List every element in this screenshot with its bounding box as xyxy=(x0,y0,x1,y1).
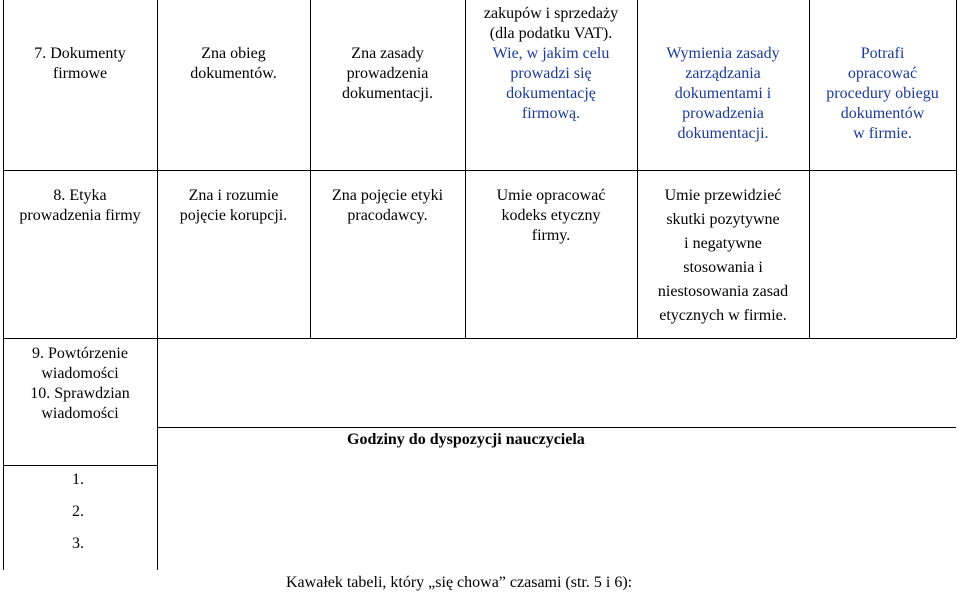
row-8-topic-line: prowadzenia firmy xyxy=(19,207,141,224)
row-8-knowledge xyxy=(157,186,310,226)
row-9-topic-line: wiadomości xyxy=(41,365,119,382)
row-8-principles xyxy=(310,186,465,226)
caption-border xyxy=(157,427,956,428)
row-7-lists-line: Wymienia zasady xyxy=(666,45,780,62)
row-8-principles-line: Zna pojęcie etyki xyxy=(331,187,444,204)
row-7-lists-line: dokumentacji. xyxy=(677,125,769,142)
row-7-explain-line: firmową. xyxy=(521,105,581,122)
list-item: 2. xyxy=(72,503,84,520)
numbered-list xyxy=(58,470,98,566)
row-7-explain-line: Wie, w jakim celu xyxy=(492,45,610,62)
row-7-explain-line: prowadzi się xyxy=(510,65,592,82)
row-7-procedures-line: w firmie. xyxy=(853,125,912,142)
row-7-principles-line: prowadzenia xyxy=(346,65,429,82)
row-9-topic-line: wiadomości xyxy=(41,405,119,422)
row-7-explain-line: zakupów i sprzedaży xyxy=(483,5,619,22)
row-7-lists-line: dokumentami i xyxy=(674,85,772,102)
row-8-lists-line: skutki pozytywne xyxy=(666,211,780,228)
footnote: Kawałek tabeli, który „się chowa” czasami (str. 5 i 6): xyxy=(286,574,633,591)
row-8-lists-line: stosowania i xyxy=(683,259,763,276)
row-8-bottom-border xyxy=(3,338,956,339)
row-8-knowledge-line: Zna i rozumie xyxy=(188,187,279,204)
row-8-knowledge-line: pojęcie korupcji. xyxy=(179,207,288,224)
row-8-lists-line: niestosowania zasad xyxy=(657,283,789,300)
row-8-principles-line: pracodawcy. xyxy=(347,207,428,224)
row-7-procedures-line: dokumentów xyxy=(840,105,925,122)
hours-caption: Godziny do dyspozycji nauczyciela xyxy=(347,431,585,448)
row-7-principles-line: dokumentacji. xyxy=(341,85,434,102)
row-8-explain xyxy=(465,186,637,246)
row-7-procedures-line: procedury obiegu xyxy=(826,85,939,102)
row-7-lists xyxy=(637,44,809,144)
row-8-lists-line: etycznych w firmie. xyxy=(659,307,787,324)
row-8-topic-line: 8. Etyka xyxy=(53,187,107,204)
col-border-1 xyxy=(157,0,158,570)
row-7-knowledge xyxy=(157,44,310,84)
row-8-lists xyxy=(637,184,809,328)
row-8-lists-line: Umie przewidzieć xyxy=(664,187,782,204)
col-border-left xyxy=(3,0,4,570)
row-8-explain-line: firmy. xyxy=(531,227,571,244)
row-7-knowledge-line: Zna obieg xyxy=(201,45,266,62)
row-7-topic xyxy=(3,44,157,84)
col-border-right xyxy=(956,0,957,338)
row-7-lists-line: zarządzania xyxy=(685,65,761,82)
row-8-explain-line: kodeks etyczny xyxy=(501,207,601,224)
row-7-topic-line: firmowe xyxy=(52,65,108,82)
row-7-explain-line: (dla podatku VAT). xyxy=(489,25,613,42)
row-7-procedures-line: Potrafi xyxy=(860,45,905,62)
row-7-lists-line: prowadzenia xyxy=(682,105,764,122)
row-8-explain-line: Umie opracować xyxy=(496,187,606,204)
row-7-principles xyxy=(310,44,465,104)
row-7-knowledge-line: dokumentów. xyxy=(190,65,277,82)
row-9-topic-line: 9. Powtórzenie xyxy=(32,345,128,362)
list-item: 1. xyxy=(72,471,84,488)
row-7-explain-line: dokumentację xyxy=(506,85,596,102)
row-9-split-border xyxy=(3,465,157,466)
row-9-topic-line: 10. Sprawdzian xyxy=(30,385,130,402)
row-7-bottom-border xyxy=(3,170,956,171)
row-7-principles-line: Zna zasady xyxy=(351,45,424,62)
row-8-lists-line: i negatywne xyxy=(684,235,762,252)
row-7-procedures-line: opracować xyxy=(847,65,918,82)
row-7-topic-line: 7. Dokumenty xyxy=(34,45,126,62)
row-9-topic xyxy=(3,344,157,424)
row-7-procedures xyxy=(809,44,956,144)
row-7-explain xyxy=(465,4,637,124)
list-item: 3. xyxy=(72,535,84,552)
row-8-topic xyxy=(3,186,157,226)
